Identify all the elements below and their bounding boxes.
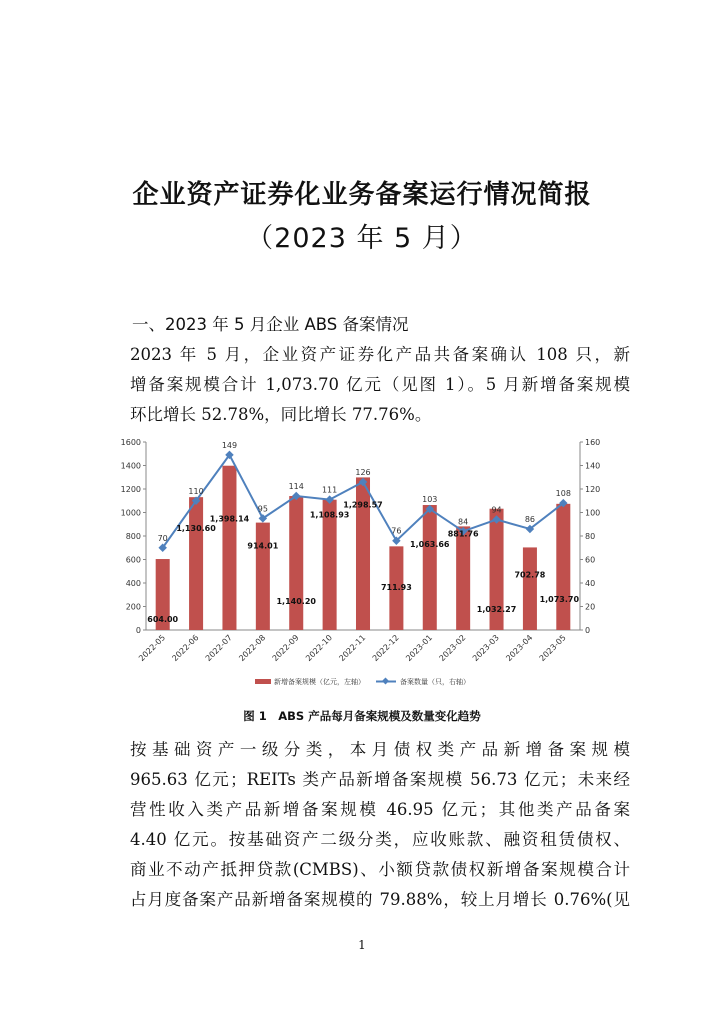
bar-value-label: 702.78 bbox=[514, 570, 546, 580]
right-tick-label: 0 bbox=[585, 626, 591, 635]
right-tick-label: 140 bbox=[585, 461, 601, 471]
right-tick-label: 160 bbox=[585, 438, 601, 447]
paragraph-2-line: 按基础资产一级分类，本月债权类产品新增备案规模 bbox=[130, 740, 630, 759]
right-tick-label: 20 bbox=[585, 602, 596, 612]
paragraph-2-line: 商业不动产抵押贷款(CMBS)、小额贷款债权新增备案规模合计 bbox=[130, 860, 630, 879]
x-tick-label: 2022-10 bbox=[304, 633, 335, 664]
left-tick-label: 400 bbox=[125, 579, 141, 588]
left-tick-label: 1600 bbox=[120, 438, 141, 447]
count-label: 84 bbox=[458, 517, 469, 527]
paragraph-1 bbox=[130, 340, 630, 430]
bar-value-label: 1,063.66 bbox=[410, 540, 450, 550]
right-tick-label: 80 bbox=[585, 532, 596, 541]
x-tick-label: 2023-01 bbox=[404, 633, 435, 664]
legend-line-label: 备案数量（只，右轴） bbox=[400, 678, 470, 686]
paragraph-1-line: 2023 年 5 月，企业资产证券化产品共备案确认 108 只，新 bbox=[130, 345, 630, 364]
count-label: 108 bbox=[555, 489, 571, 499]
bar-value-label: 1,073.70 bbox=[539, 595, 580, 604]
x-tick-label: 2022-09 bbox=[270, 633, 301, 664]
x-tick-label: 2022-08 bbox=[237, 633, 268, 664]
left-tick-label: 200 bbox=[125, 602, 141, 612]
left-tick-label: 800 bbox=[125, 532, 141, 541]
paragraph-2 bbox=[130, 735, 630, 915]
x-tick-label: 2023-05 bbox=[537, 633, 568, 664]
bar-value-label: 711.93 bbox=[380, 583, 412, 592]
x-tick-label: 2022-05 bbox=[137, 633, 168, 664]
page-title: 企业资产证券化业务备案运行情况简报 bbox=[132, 180, 592, 210]
x-tick-label: 2022-11 bbox=[337, 633, 368, 664]
left-tick-label: 600 bbox=[125, 555, 141, 565]
bar bbox=[456, 526, 470, 630]
bar bbox=[523, 547, 537, 630]
count-label: 95 bbox=[257, 504, 268, 514]
section-heading: 一、2023 年 5 月企业 ABS 备案情况 bbox=[132, 315, 409, 334]
count-label: 126 bbox=[355, 467, 371, 477]
x-tick-label: 2022-12 bbox=[370, 633, 401, 664]
legend-bar-label: 新增备案规模（亿元，左轴） bbox=[274, 678, 365, 686]
legend-line-marker bbox=[382, 677, 389, 684]
paragraph-2-line: 营性收入类产品新增备案规模 46.95 亿元；其他类产品备案 bbox=[130, 800, 630, 819]
bar-value-label: 1,108.93 bbox=[309, 510, 350, 520]
abs-monthly-chart bbox=[110, 432, 615, 700]
count-label: 110 bbox=[188, 486, 204, 496]
paragraph-2-line: 占月度备案产品新增备案规模的 79.88%，较上月增长 0.76%(见 bbox=[130, 890, 630, 909]
paragraph-1-line: 增备案规模合计 1,073.70 亿元（见图 1）。5 月新增备案规模 bbox=[130, 375, 630, 394]
left-tick-label: 1400 bbox=[120, 461, 141, 471]
bar-value-label: 1,130.60 bbox=[176, 524, 216, 534]
count-label: 86 bbox=[524, 514, 536, 524]
count-label: 76 bbox=[391, 526, 402, 536]
bar bbox=[556, 504, 570, 630]
paragraph-2-line: 965.63 亿元；REITs 类产品新增备案规模 56.73 亿元；未来经 bbox=[130, 770, 630, 789]
paragraph-2-line: 4.40 亿元。按基础资产二级分类，应收账款、融资租赁债权、 bbox=[130, 830, 630, 849]
right-tick-label: 60 bbox=[585, 555, 596, 565]
page-subtitle: （2023 年 5 月） bbox=[246, 223, 478, 254]
count-label: 103 bbox=[422, 494, 438, 504]
right-tick-label: 120 bbox=[585, 485, 601, 494]
bar-value-label: 1,298.57 bbox=[343, 500, 383, 510]
figure-caption: 图 1 ABS 产品每月备案规模及数量变化趋势 bbox=[243, 709, 481, 723]
x-tick-label: 2023-02 bbox=[437, 633, 468, 664]
page-number: 1 bbox=[358, 938, 366, 952]
bar-value-label: 1,398.14 bbox=[209, 514, 250, 524]
left-tick-label: 1000 bbox=[120, 508, 141, 518]
bar bbox=[289, 496, 303, 630]
paragraph-1-line: 环比增长 52.78%，同比增长 77.76%。 bbox=[130, 405, 432, 424]
x-tick-label: 2022-07 bbox=[203, 633, 234, 664]
legend-bar-swatch bbox=[255, 679, 271, 684]
bar bbox=[256, 523, 270, 630]
x-tick-label: 2023-03 bbox=[470, 633, 501, 664]
bar bbox=[189, 497, 203, 630]
count-label: 70 bbox=[157, 533, 168, 543]
bar-value-label: 881.76 bbox=[447, 529, 479, 539]
bar bbox=[222, 466, 236, 630]
right-tick-label: 100 bbox=[585, 508, 601, 518]
bar-value-label: 1,140.20 bbox=[276, 597, 316, 607]
count-label: 111 bbox=[321, 485, 338, 495]
count-label: 94 bbox=[491, 505, 502, 515]
bar bbox=[423, 505, 437, 630]
count-label: 114 bbox=[288, 482, 304, 492]
left-tick-label: 1200 bbox=[120, 485, 141, 494]
bar-value-label: 604.00 bbox=[147, 615, 179, 624]
left-tick-label: 0 bbox=[135, 626, 141, 635]
x-tick-label: 2022-06 bbox=[170, 633, 201, 664]
bar-value-label: 914.01 bbox=[247, 541, 279, 551]
count-label: 149 bbox=[221, 440, 238, 450]
right-tick-label: 40 bbox=[585, 579, 596, 588]
bar-value-label: 1,032.27 bbox=[476, 605, 517, 614]
x-tick-label: 2023-04 bbox=[504, 633, 535, 664]
chart-svg bbox=[110, 432, 615, 700]
